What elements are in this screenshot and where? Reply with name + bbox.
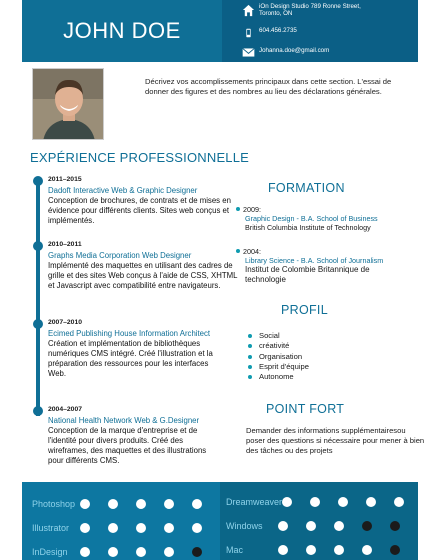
skill-rating [80, 523, 220, 533]
home-icon [242, 4, 255, 17]
job-years: 2011–2015 [48, 176, 82, 183]
rating-dot-filled [338, 497, 348, 507]
timeline-dot [33, 241, 43, 251]
formation-item [236, 205, 416, 232]
formation-year: 2004: [243, 247, 261, 256]
name-banner [22, 0, 222, 62]
timeline-dot [33, 176, 43, 186]
skill-rating [80, 547, 220, 557]
skills-panel [22, 482, 418, 560]
rating-dot-filled [164, 547, 174, 557]
skill-rating [278, 545, 418, 555]
job-title: Graphs Media Corporation Web Designer [48, 250, 192, 260]
timeline-line [36, 180, 40, 416]
formation-school: Institut de Colombie Britannique de technologie [245, 265, 370, 284]
rating-dot-filled [80, 499, 90, 509]
contact-address [242, 3, 418, 17]
profil-item: créativité [248, 341, 309, 351]
rating-dot-filled [136, 547, 146, 557]
rating-dot-filled [136, 523, 146, 533]
rating-dot-filled [362, 545, 372, 555]
skills-column-right [220, 482, 418, 560]
rating-dot-filled [366, 497, 376, 507]
job-years: 2007–2010 [48, 319, 83, 326]
rating-dot-empty [390, 545, 400, 555]
point-fort-title: POINT FORT [266, 402, 345, 416]
rating-dot-filled [164, 523, 174, 533]
rating-dot-filled [278, 521, 288, 531]
skill-row [22, 516, 220, 540]
timeline-dot [33, 406, 43, 416]
skill-name: Mac [226, 545, 244, 555]
formation-item [236, 247, 416, 285]
bullet-dot [236, 207, 240, 211]
profile-photo [32, 68, 104, 140]
rating-dot-filled [108, 523, 118, 533]
job-entry [48, 319, 248, 379]
phone-text: 604.456.2735 [259, 27, 297, 35]
skill-name: Illustrator [32, 523, 70, 533]
skill-name: Dreamweaver [226, 497, 283, 507]
skill-row [220, 490, 418, 514]
experience-title: EXPÉRIENCE PROFESSIONNELLE [30, 150, 250, 165]
rating-dot-filled [108, 547, 118, 557]
contact-phone [242, 27, 418, 38]
rating-dot-empty [390, 521, 400, 531]
job-title: National Health Network Web & G.Designer [48, 415, 200, 425]
job-description: Création et implémentation de bibliothèques numériques CMS intégré. Créé l'illustration et la préparation des ressources pour les interfaces Web. [48, 338, 213, 379]
rating-dot-filled [164, 499, 174, 509]
skill-row [22, 492, 220, 516]
rating-dot-filled [80, 547, 90, 557]
job-description: Implémenté des maquettes en utilisant des cadres de grille et des sites Web conçus à l'aide de CSS, XHTML et Javascript avec compatibilité entre navigateurs. [48, 260, 238, 291]
profil-item: Organisation [248, 352, 309, 362]
contact-panel [222, 0, 418, 62]
rating-dot-filled [306, 545, 316, 555]
job-entry [48, 406, 244, 466]
profil-item: Autonome [248, 372, 309, 382]
profil-list [248, 331, 309, 382]
rating-dot-empty [362, 521, 372, 531]
bullet-dot [236, 249, 240, 253]
job-description: Conception de la marque d'entreprise et de l'identité pour divers produits. Créé des wireframes, des maquettes et des illustrations pour différents CMS. [48, 425, 207, 466]
rating-dot-filled [310, 497, 320, 507]
skill-row [22, 540, 220, 560]
rating-dot-filled [306, 521, 316, 531]
formation-title: FORMATION [268, 181, 345, 195]
rating-dot-filled [334, 545, 344, 555]
point-fort-text: Demander des informations supplémentairesou poser des questions si nécessaire pour mener à bien des tâches ou des projets [246, 426, 425, 455]
rating-dot-filled [192, 523, 202, 533]
rating-dot-filled [136, 499, 146, 509]
intro-text: Décrivez vos accomplissements principaux dans cette section. L'essai de donner des figures et des nombres au lieu des déclarations générales. [145, 77, 392, 96]
formation-degree: Graphic Design - B.A. School of Business [245, 214, 378, 223]
formation-degree: Library Science - B.A. School of Journalism [245, 256, 384, 265]
skill-name: Windows [226, 521, 263, 531]
rating-dot-filled [282, 497, 292, 507]
person-name: JOHN DOE [63, 18, 181, 43]
rating-dot-filled [278, 545, 288, 555]
formation-year: 2009: [243, 205, 261, 214]
skill-rating [278, 521, 418, 531]
profil-item: Esprit d'équipe [248, 362, 309, 372]
rating-dot-filled [192, 499, 202, 509]
mail-icon [242, 48, 255, 57]
address-text: iOn Design Studio 789 Ronne Street, Toronto, ON [259, 3, 361, 18]
job-entry [48, 241, 244, 291]
email-text: Johanna.doe@gmail.com [259, 47, 330, 55]
profil-item: Social [248, 331, 309, 341]
job-years: 2004–2007 [48, 406, 83, 413]
phone-icon [242, 28, 255, 38]
job-description: Conception de brochures, de contrats et de mises en évidence pour différents clients. Sites web conçus et implémentés. [48, 195, 231, 226]
skill-rating [282, 497, 422, 507]
rating-dot-filled [80, 523, 90, 533]
skill-rating [80, 499, 220, 509]
resume-header [22, 0, 418, 62]
profil-title: PROFIL [281, 303, 328, 317]
job-years: 2010–2011 [48, 241, 82, 248]
rating-dot-filled [108, 499, 118, 509]
skill-name: Photoshop [32, 499, 76, 509]
skill-row [220, 514, 418, 538]
contact-email [242, 47, 418, 57]
person-portrait-icon [33, 69, 104, 140]
rating-dot-filled [394, 497, 404, 507]
timeline-dot [33, 319, 43, 329]
skills-column-left [22, 482, 220, 560]
rating-dot-filled [334, 521, 344, 531]
job-title: Dadoft Interactive Web & Graphic Designer [48, 185, 198, 195]
job-title: Ecimed Publishing House Information Architect [48, 328, 211, 338]
skill-name: InDesign [32, 547, 68, 557]
job-entry [48, 176, 244, 226]
skill-row [220, 538, 418, 560]
rating-dot-empty [192, 547, 202, 557]
formation-school: British Columbia Institute of Technology [245, 223, 371, 232]
